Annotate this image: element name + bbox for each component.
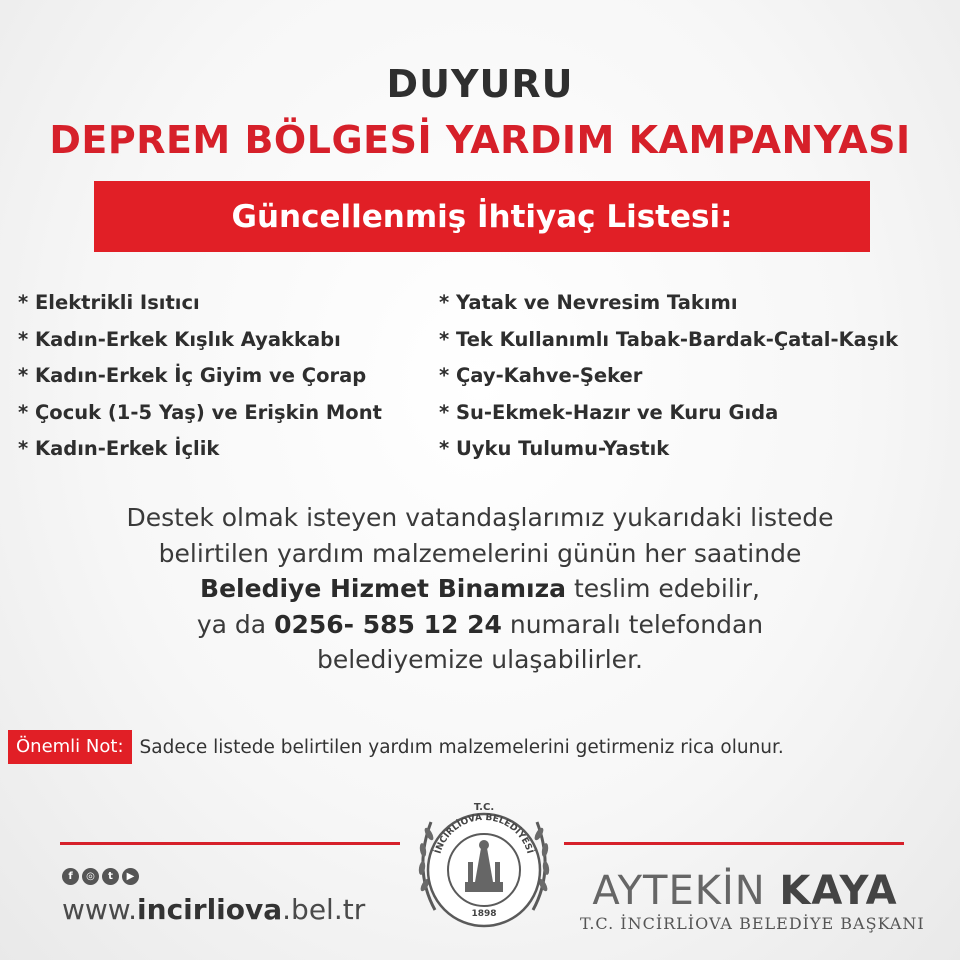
list-item: * Tek Kullanımlı Tabak-Bardak-Çatal-Kaşık (439, 327, 899, 351)
mayor-title: T.C. İNCİRLİOVA BELEDİYE BAŞKANI (580, 914, 925, 933)
social-icons (62, 868, 139, 885)
paragraph-line: Belediye Hizmet Binamıza teslim edebilir, (200, 574, 760, 603)
twitter-icon[interactable]: t (102, 868, 119, 885)
page-title: DUYURU (386, 62, 574, 106)
website-link[interactable]: www.incirliova.bel.tr (62, 893, 366, 926)
divider-right (564, 842, 904, 845)
list-item: * Kadın-Erkek İçlik (18, 437, 220, 460)
support-paragraph (0, 500, 960, 678)
list-item: * Uyku Tulumu-Yastık (439, 437, 670, 460)
building-name: Belediye Hizmet Binamıza (200, 574, 567, 603)
important-note (8, 730, 784, 764)
seal-tc: T.C. (473, 802, 495, 813)
instagram-icon[interactable]: ◎ (82, 868, 99, 885)
list-item: * Kadın-Erkek İç Giyim ve Çorap (18, 364, 367, 387)
note-label: Önemli Not: (8, 730, 132, 764)
note-text: Sadece listede belirtilen yardım malzemelerini getirmeniz rica olunur. (139, 736, 784, 758)
divider-left (60, 842, 400, 845)
seal-year: 1898 (471, 909, 497, 919)
paragraph-line: belediyemize ulaşabilirler. (316, 645, 643, 674)
seal-name: İNCİRLİOVA BELEDİYESİ (433, 812, 535, 855)
phone-number: 0256- 585 12 24 (274, 609, 502, 639)
list-item: * Su-Ekmek-Hazır ve Kuru Gıda (439, 400, 779, 424)
paragraph-line: ya da 0256- 585 12 24 numaralı telefondan (196, 609, 764, 639)
list-item: * Yatak ve Nevresim Takımı (439, 291, 738, 314)
list-item: * Elektrikli Isıtıcı (18, 291, 200, 314)
facebook-icon[interactable]: f (62, 868, 79, 885)
needs-list-left (18, 285, 382, 468)
list-item: * Çocuk (1-5 Yaş) ve Erişkin Mont (18, 400, 382, 424)
list-item: * Kadın-Erkek Kışlık Ayakkabı (18, 327, 341, 351)
list-item: * Çay-Kahve-Şeker (439, 364, 643, 387)
paragraph-line: belirtilen yardım malzemelerini günün her saatinde (158, 538, 802, 568)
municipality-seal (405, 790, 563, 940)
needs-list-banner: Güncellenmiş İhtiyaç Listesi: (94, 181, 870, 252)
youtube-icon[interactable]: ▶ (122, 868, 139, 885)
paragraph-line: Destek olmak isteyen vatandaşlarımız yukarıdaki listede (126, 503, 834, 532)
campaign-title: DEPREM BÖLGESİ YARDIM KAMPANYASI (49, 118, 911, 162)
needs-list-right (439, 285, 898, 468)
mayor-name: AYTEKİN KAYA (592, 868, 898, 914)
